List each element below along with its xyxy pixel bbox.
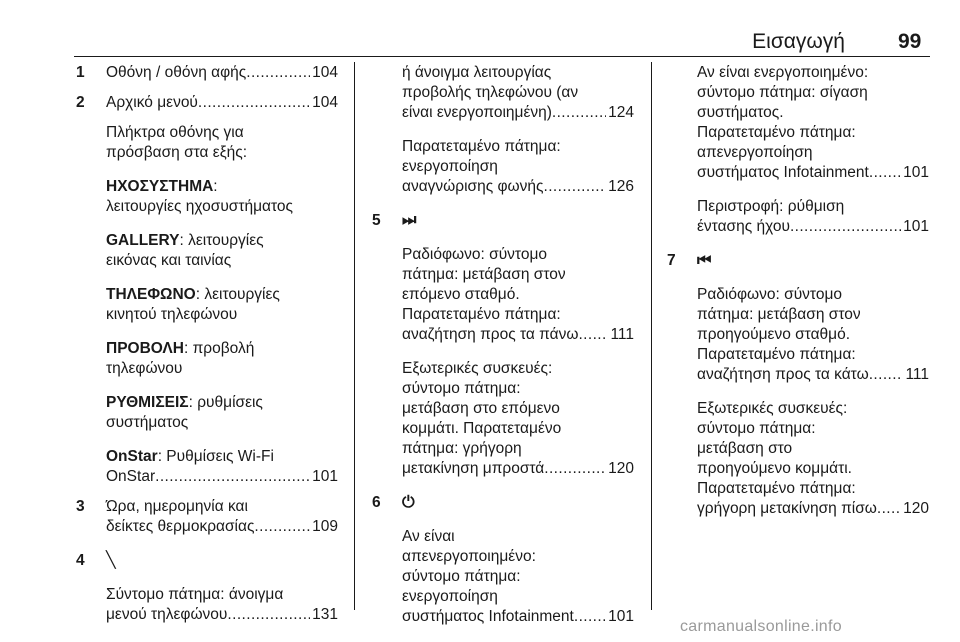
power-icon: ⏻: [402, 494, 415, 511]
page-ref: 101: [312, 468, 338, 485]
column-2: [372, 63, 634, 627]
list-item-3: 3 Ώρα, ημερομηνία και δείκτες θερμοκρασίας ..... 109: [76, 497, 338, 537]
entry-settings: ΡΥΘΜΙΣΕΙΣ: ρυθμίσεις συστήματος: [106, 394, 263, 431]
list-item-1: 1 Οθόνη / οθόνη αφής ..... 104: [76, 63, 338, 83]
page-ref: 120: [608, 460, 634, 477]
list-item-6: 6 ⏻ Αν είναι απενεργοποιημένο: σύντομο πάτημα: ενεργοποίηση συστήματος Infotainment ..... 101: [372, 493, 634, 627]
item-number: 3: [76, 498, 85, 515]
watermark: carmanualsonline.info: [680, 618, 842, 635]
page-ref: 111: [610, 326, 634, 343]
entry-projection: ΠΡΟΒΟΛΗ: προβολή τηλεφώνου: [106, 340, 255, 377]
column-3: [667, 63, 929, 533]
entry-onstar: OnStar: Ρυθμίσεις Wi-Fi OnStar ..... 101: [106, 447, 338, 487]
page-ref: 120: [903, 500, 929, 517]
item-number: 6: [372, 494, 381, 511]
item-number: 5: [372, 212, 381, 229]
item-6-on: Αν είναι ενεργοποιημένο: σύντομο πάτημα: σίγαση συστήματος. Παρατεταμένο πάτημα: απενεργοποίηση συστήματος Infotainment ..... 101: [667, 63, 929, 183]
page-ref: 104: [312, 64, 338, 81]
next-track-icon: ⏭: [402, 212, 417, 229]
item-number: 4: [76, 552, 85, 569]
page-ref: 111: [905, 366, 929, 383]
item-number: 7: [667, 252, 676, 269]
page-ref: 109: [312, 518, 338, 535]
page-ref: 126: [608, 178, 634, 195]
section-title: Εισαγωγή: [752, 30, 845, 53]
page-ref: 104: [312, 94, 338, 111]
intro-text: Πλήκτρα οθόνης για πρόσβαση στα εξής:: [106, 124, 248, 161]
page-ref: 101: [608, 608, 634, 625]
previous-track-icon: ⏮: [697, 252, 712, 269]
list-item-5: 5 ⏭ Ραδιόφωνο: σύντομο πάτημα: μετάβαση στον επόμενο σταθμό. Παρατεταμένο πάτημα: αναζήτηση προς τα πάνω ..... 111 Εξωτερικές συσκευές: σύντομο πάτημα: μετάβαση στο επόμενο κομμάτι. Παρατεταμένο πάτημα: γρήγορη μετακίνηση μπροστά ..... 120: [372, 211, 634, 479]
entry-phone: ΤΗΛΕΦΩΝΟ: λειτουργίες κινητού τηλεφώνου: [106, 286, 280, 323]
column-1: [76, 63, 338, 625]
entry-gallery: GALLERY: λειτουργίες εικόνας και ταινίας: [106, 232, 264, 269]
column-divider-2: [651, 62, 652, 610]
item-6-rotate: Περιστροφή: ρύθμιση έντασης ήχου ..... 101: [667, 197, 929, 237]
header-rule: [74, 56, 930, 57]
page-ref: 131: [312, 606, 338, 623]
entry-audio: ΗΧΟΣΥΣΤΗΜΑ: λειτουργίες ηχοσυστήματος: [106, 178, 293, 215]
item-number: 1: [76, 64, 85, 81]
page-number: 99: [898, 30, 922, 53]
list-item-4: 4 ╲ Σύντομο πάτημα: άνοιγμα μενού τηλεφώνου ..... 131: [76, 551, 338, 625]
page-ref: 101: [903, 164, 929, 181]
item-number: 2: [76, 94, 85, 111]
list-item-2: 2 Αρχικό μενού ..... 104 Πλήκτρα οθόνης για πρόσβαση στα εξής: ΗΧΟΣΥΣΤΗΜΑ: λειτουργίες ηχοσυστήματος GALLERY: λειτουργίες εικόνας και ταινίας ΤΗΛΕΦΩΝΟ: λειτουργίες κινητού τηλεφώνου ΠΡΟΒΟΛΗ: προβολή τηλεφώνου ΡΥΘΜΙΣΕΙΣ: ρυθμίσεις συστήματος OnStar: Ρυθμίσεις Wi-Fi OnStar ..... 101: [76, 93, 338, 487]
item-4-voice: Παρατεταμένο πάτημα: ενεργοποίηση αναγνώρισης φωνής ..... 126: [372, 137, 634, 197]
list-item-7: 7 ⏮ Ραδιόφωνο: σύντομο πάτημα: μετάβαση στον προηγούμενο σταθμό. Παρατεταμένο πάτημα: αναζήτηση προς τα κάτω ..... 111 Εξωτερικές συσκευές: σύντομο πάτημα: μετάβαση στο προηγούμενο κομμάτι. Παρατεταμένο πάτημα: γρήγορη μετακίνηση πίσω ..... 120: [667, 251, 929, 519]
phone-icon: ╲: [106, 552, 116, 569]
page-ref: 124: [608, 104, 634, 121]
page-ref: 101: [903, 218, 929, 235]
column-divider-1: [354, 62, 355, 610]
item-4-continued: ή άνοιγμα λειτουργίας προβολής τηλεφώνου (αν είναι ενεργοποιημένη) ..... 124: [372, 63, 634, 123]
